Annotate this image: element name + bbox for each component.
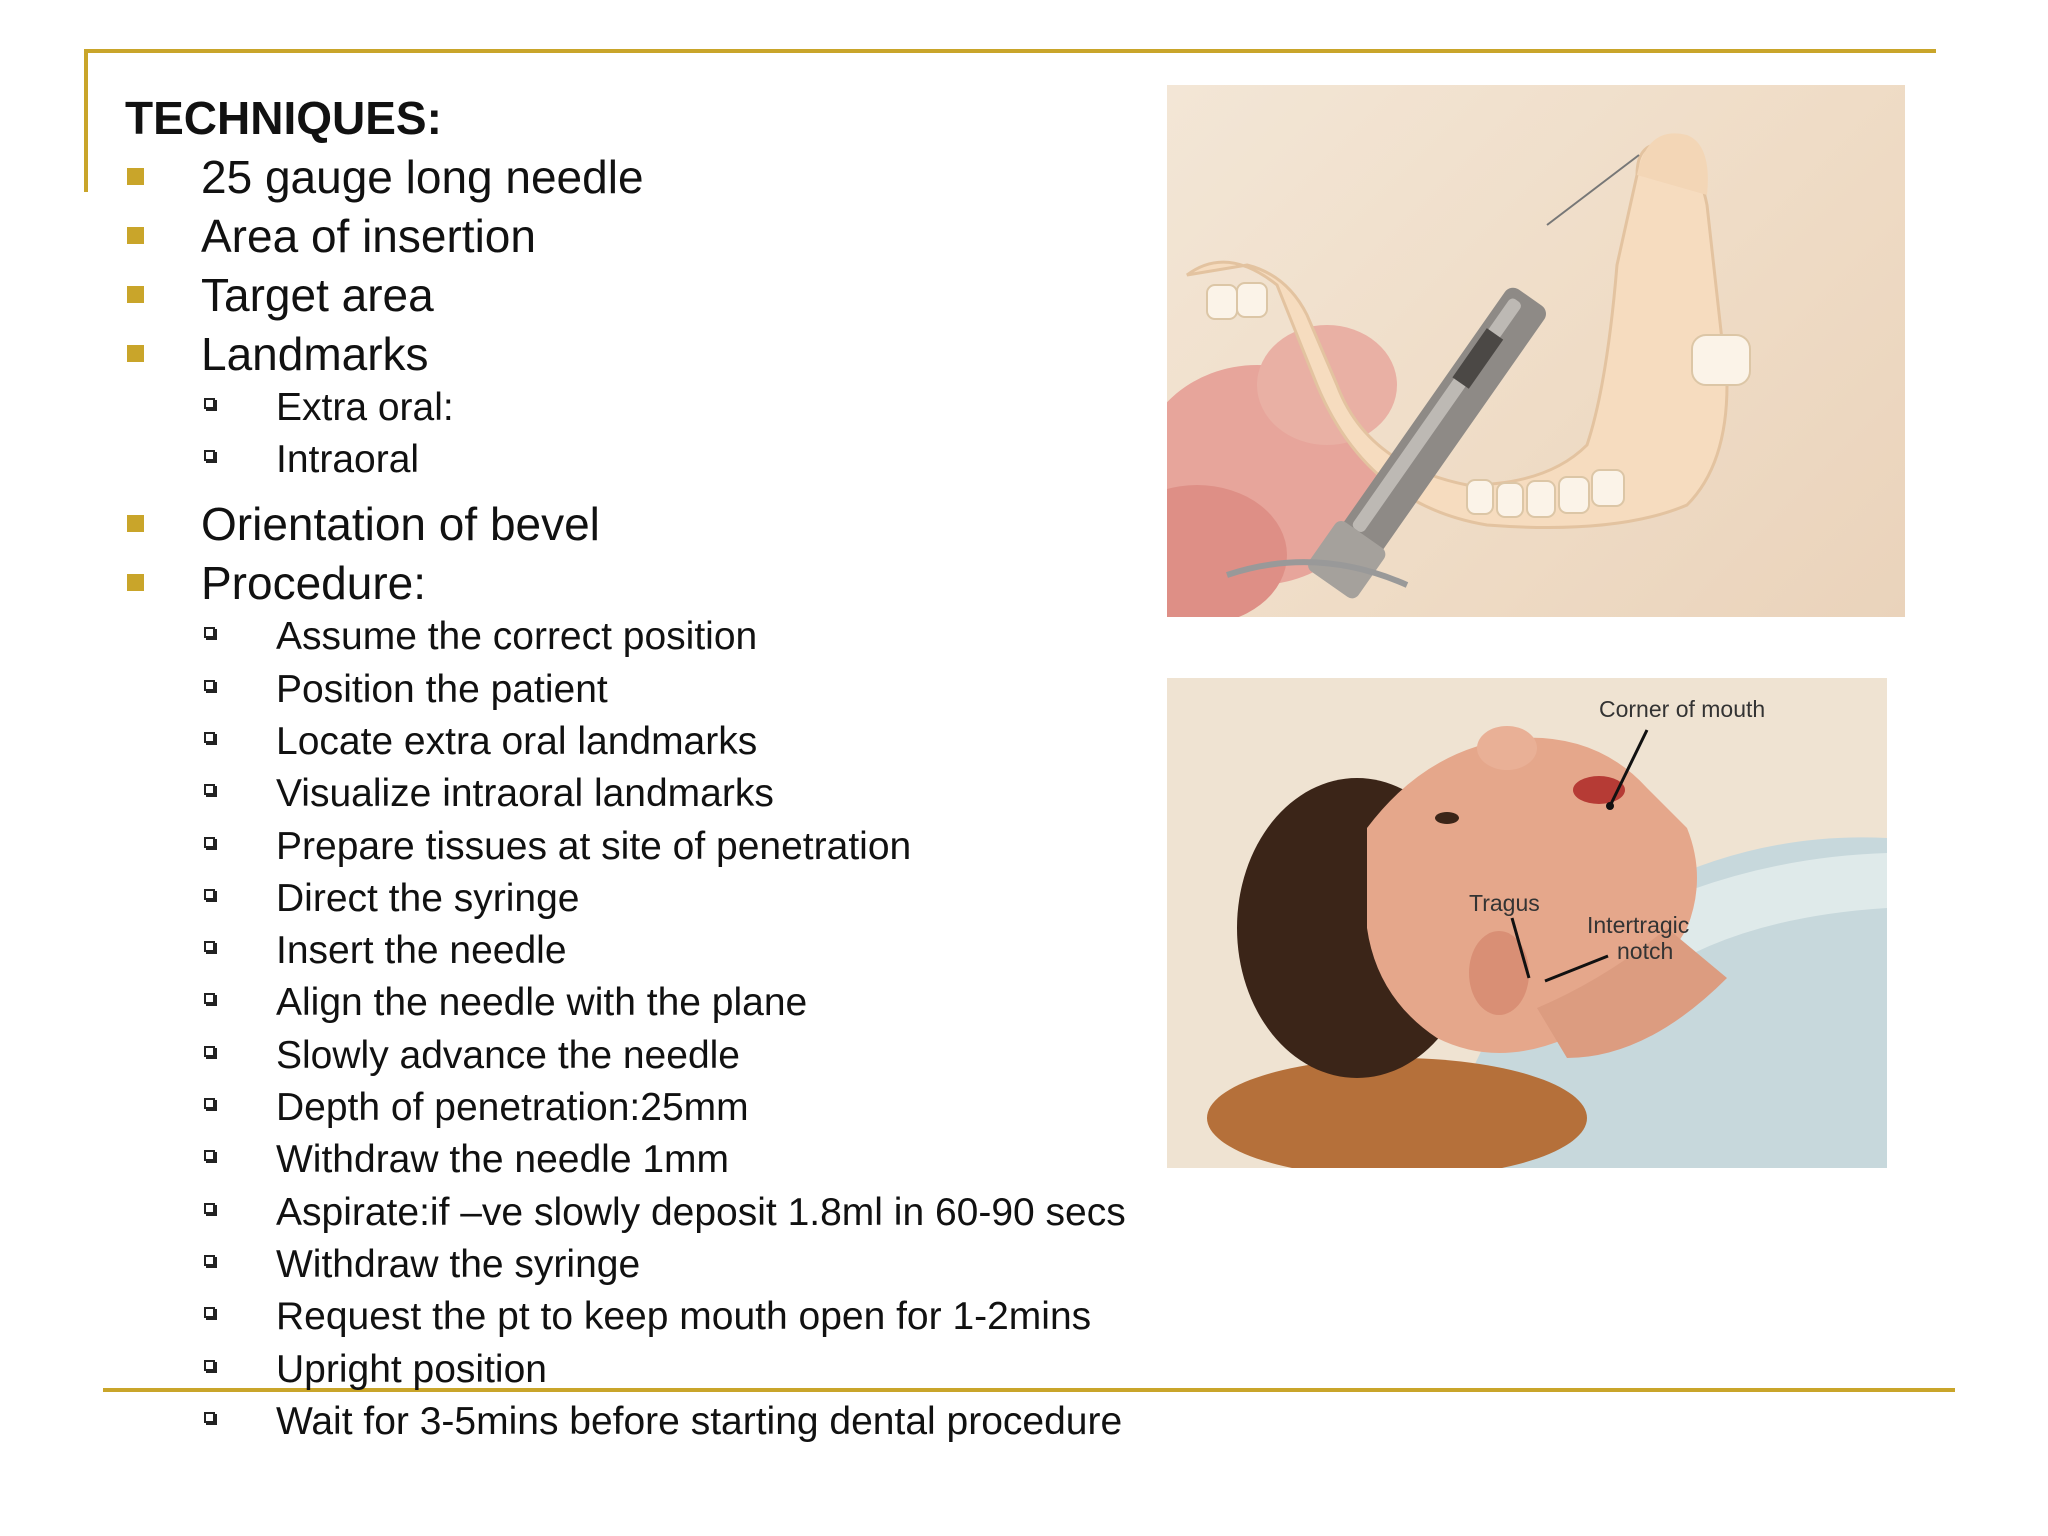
square-bullet-icon <box>127 345 144 362</box>
hollow-square-bullet-icon <box>204 784 215 795</box>
intertragic-notch-label-line1: Intertragic <box>1587 912 1690 938</box>
bullet-text: Intraoral <box>276 438 420 482</box>
hollow-square-bullet-icon <box>204 993 215 1004</box>
bullet-text: Prepare tissues at site of penetration <box>276 824 912 868</box>
bullet-text: 25 gauge long needle <box>201 151 644 203</box>
hollow-square-bullet-icon <box>204 398 215 409</box>
hollow-square-bullet-icon <box>204 1255 215 1266</box>
hollow-square-bullet-icon <box>204 1360 215 1371</box>
intertragic-notch-label-line2: notch <box>1617 938 1674 964</box>
tragus-label: Tragus <box>1469 890 1540 916</box>
bullet-text: Extra oral: <box>276 386 454 429</box>
bullet-text: Direct the syringe <box>276 876 580 920</box>
bullet-text: Withdraw the needle 1mm <box>276 1138 730 1182</box>
hollow-square-bullet-icon <box>204 889 215 900</box>
hollow-square-bullet-icon <box>204 450 215 461</box>
bullet-text: Aspirate:if –ve slowly deposit 1.8ml in 60-90 secs <box>276 1190 1126 1234</box>
hollow-square-bullet-icon <box>204 627 215 638</box>
bullet-text: Position the patient <box>276 667 608 711</box>
bullet-text: Procedure: <box>201 557 427 610</box>
hollow-square-bullet-icon <box>204 837 215 848</box>
hollow-square-bullet-icon <box>204 1412 215 1423</box>
hollow-square-bullet-icon <box>204 1307 215 1318</box>
bullet-text: Depth of penetration:25mm <box>276 1086 749 1129</box>
bullet-text: Withdraw the syringe <box>276 1242 641 1286</box>
square-bullet-icon <box>127 227 144 244</box>
hollow-square-bullet-icon <box>204 941 215 952</box>
mandible-syringe-photo <box>1167 85 1905 617</box>
bullet-text: Landmarks <box>201 328 429 380</box>
bullet-text: Align the needle with the plane <box>276 981 808 1025</box>
corner-of-mouth-label: Corner of mouth <box>1599 696 1766 722</box>
square-bullet-icon <box>127 574 144 591</box>
bullet-text: Assume the correct position <box>276 615 758 659</box>
hollow-square-bullet-icon <box>204 1098 215 1109</box>
bullet-text: Wait for 3-5mins before starting dental procedure <box>276 1399 1123 1443</box>
bullet-text: Orientation of bevel <box>201 498 600 551</box>
left-accent-rule <box>84 49 88 192</box>
bullet-text: Request the pt to keep mouth open for 1-2mins <box>276 1295 1092 1339</box>
square-bullet-icon <box>127 286 144 303</box>
square-bullet-icon <box>127 515 144 532</box>
patient-landmarks-photo <box>1167 678 1887 1168</box>
hollow-square-bullet-icon <box>204 1203 215 1214</box>
hollow-square-bullet-icon <box>204 732 215 743</box>
top-accent-rule <box>84 49 1936 53</box>
square-bullet-icon <box>127 168 144 185</box>
bullet-text: Slowly advance the needle <box>276 1033 740 1077</box>
hollow-square-bullet-icon <box>204 1046 215 1057</box>
bullet-text: Target area <box>201 269 434 321</box>
hollow-square-bullet-icon <box>204 1150 215 1161</box>
hollow-square-bullet-icon <box>204 680 215 691</box>
bullet-text: Insert the needle <box>276 929 567 973</box>
bullet-text: Area of insertion <box>201 210 536 262</box>
slide-heading: TECHNIQUES: <box>125 92 442 144</box>
bullet-text: Visualize intraoral landmarks <box>276 772 774 816</box>
bullet-text: Upright position <box>276 1347 547 1391</box>
bullet-text: Locate extra oral landmarks <box>276 719 758 763</box>
